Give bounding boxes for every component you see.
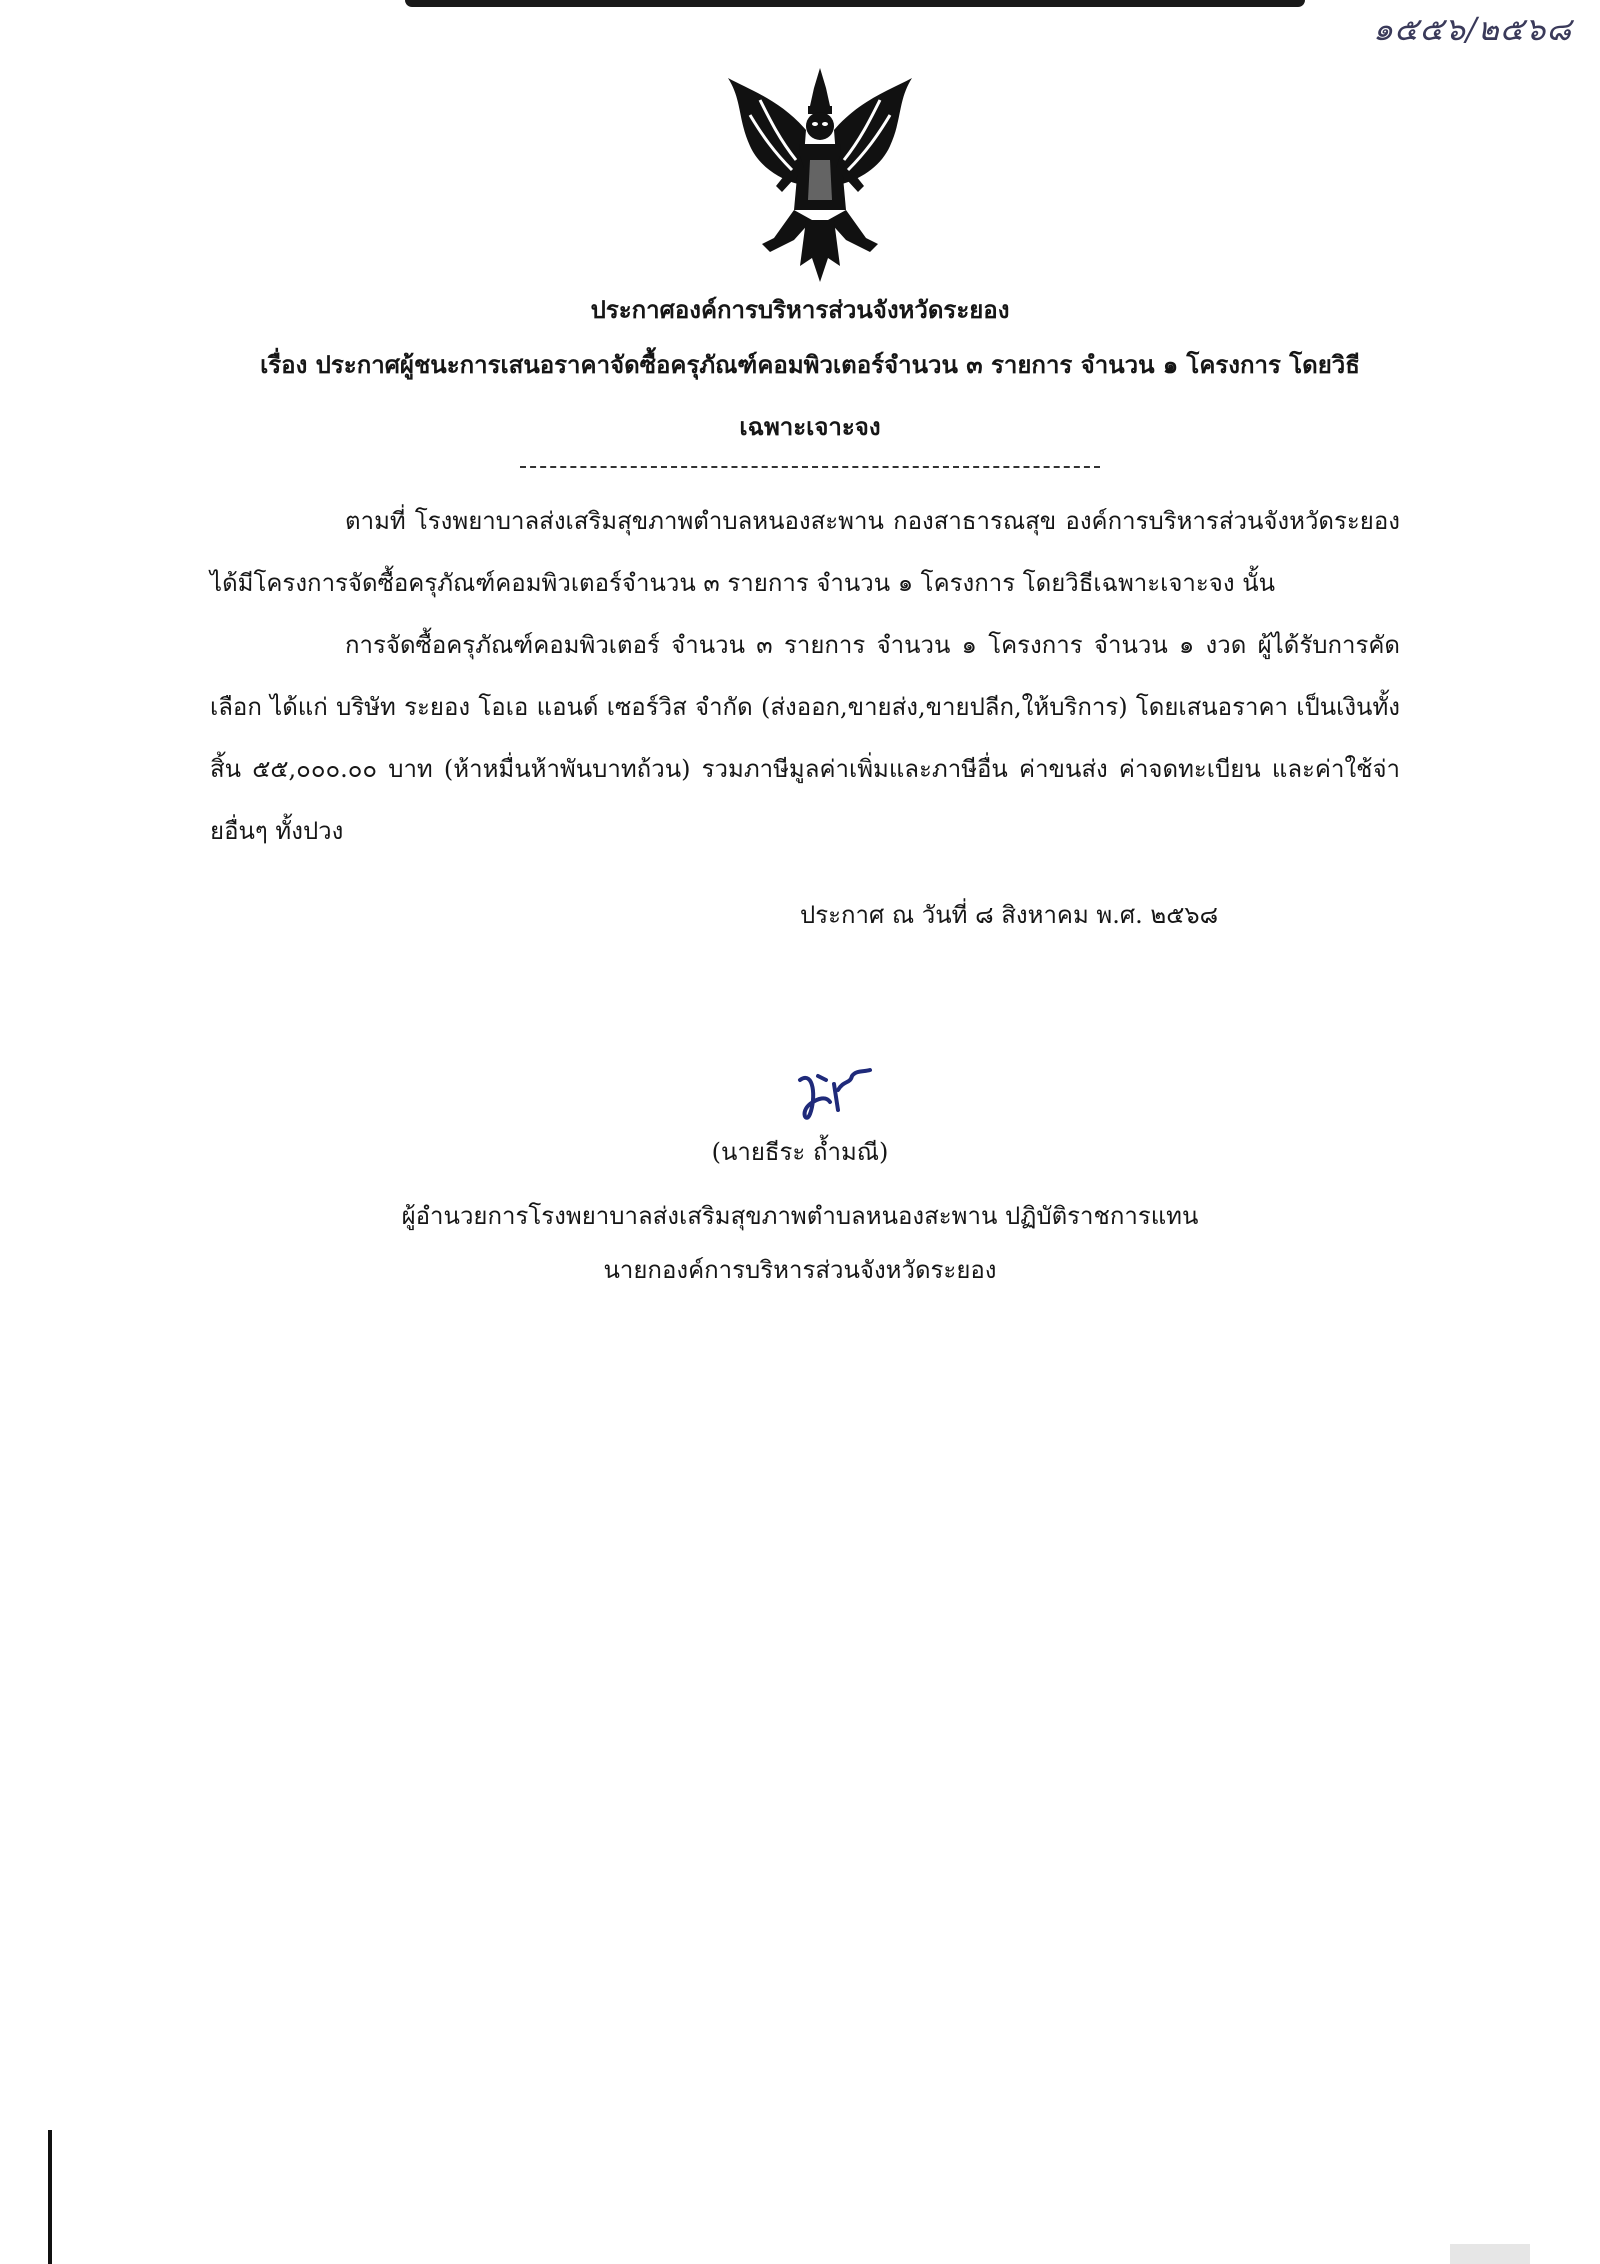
garuda-emblem-icon [720,60,920,285]
signature-mark-icon [770,1040,940,1130]
signer-position: ผู้อำนวยการโรงพยาบาลส่งเสริมสุขภาพตำบลหนองสะพาน ปฏิบัติราชการแทน [401,1202,1199,1230]
subject-label: เรื่อง [260,350,308,379]
body-paragraph-2-block [210,614,1400,862]
announcement-date: ประกาศ ณ วันที่ ๘ สิงหาคม พ.ศ. ๒๕๖๘ [800,901,1219,929]
body-paragraph-1: ตามที่ โรงพยาบาลส่งเสริมสุขภาพตำบลหนองสะพาน กองสาธารณสุข องค์การบริหารส่วนจังหวัดระยอง ได้มีโครงการจัดซื้อครุภัณฑ์คอมพิวเตอร์จำนวน ๓ รายการ จำนวน ๑ โครงการ โดยวิธีเฉพาะเจาะจง นั้น [210,507,1400,597]
body-paragraph-2: การจัดซื้อครุภัณฑ์คอมพิวเตอร์ จำนวน ๓ รายการ จำนวน ๑ โครงการ จำนวน ๑ งวด ผู้ได้รับการคัดเลือก ได้แก่ บริษัท ระยอง โอเอ แอนด์ เซอร์วิส จำกัด (ส่งออก,ขายส่ง,ขายปลีก,ให้บริการ) โดยเสนอราคา เป็นเงินทั้งสิ้น ๕๕,๐๐๐.๐๐ บาท (ห้าหมื่นห้าพันบาทถ้วน) รวมภาษีมูลค่าเพิ่มและภาษีอื่น ค่าขนส่ง ค่าจดทะเบียน และค่าใช้จ่ายอื่นๆ ทั้งปวง [210,631,1400,845]
scan-top-edge [405,0,1305,7]
body-paragraph-1-block [210,490,1400,614]
scan-bottom-edge-mark [1450,2244,1530,2264]
subject-text: ประกาศผู้ชนะการเสนอราคาจัดซื้อครุภัณฑ์คอมพิวเตอร์จำนวน ๓ รายการ จำนวน ๑ โครงการ โดยวิธีเฉพาะเจาะจง [315,350,1360,441]
scan-left-edge-mark [48,2130,52,2264]
document-subject [240,334,1380,458]
header-divider [520,466,1100,468]
handwritten-doc-number: ๑๕๕๖/๒๕๖๘ [1372,10,1572,48]
signer-organization: นายกองค์การบริหารส่วนจังหวัดระยอง [603,1256,997,1284]
signer-name: (นายธีระ ถ้ำมณี) [711,1138,889,1166]
document-header-title: ประกาศองค์การบริหารส่วนจังหวัดระยอง [590,295,1010,324]
